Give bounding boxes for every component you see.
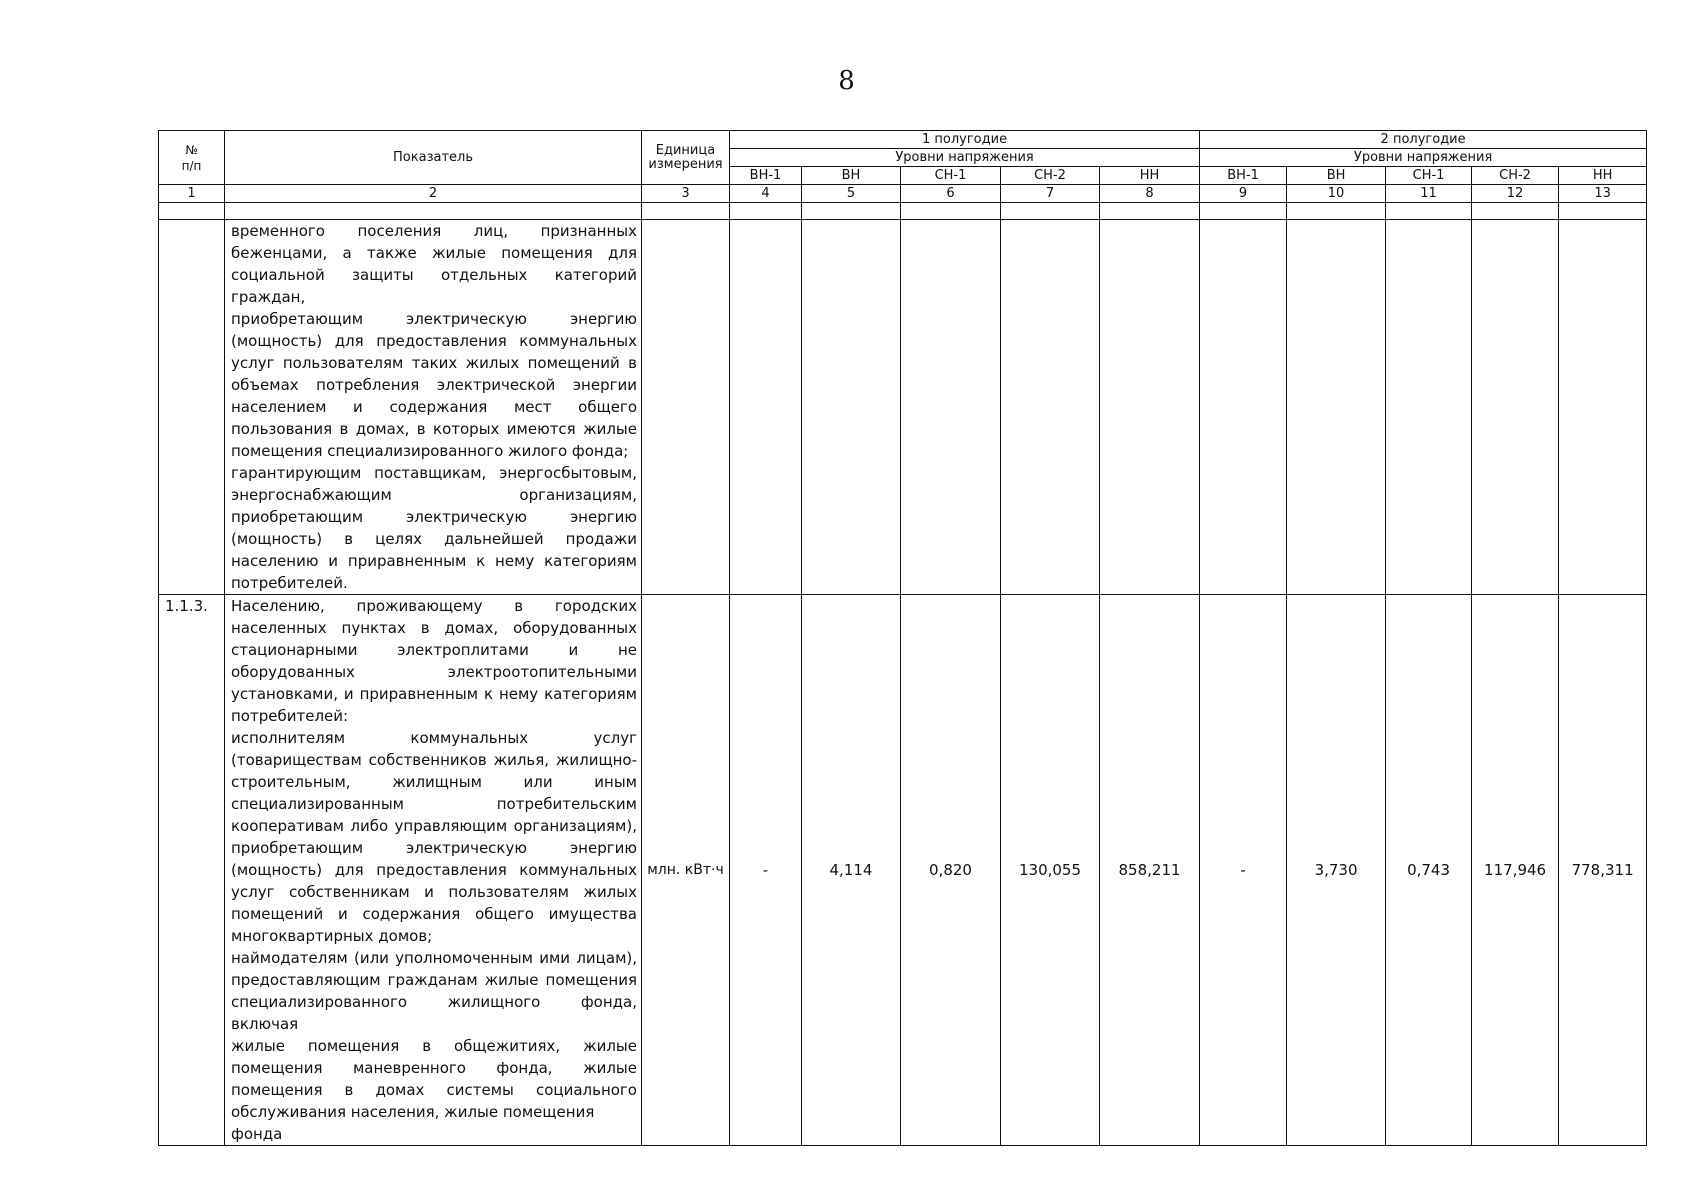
column-number: 9: [1200, 185, 1287, 203]
indicator-text-line: специализированным потребительским: [231, 795, 637, 813]
indicator-text-line: обслуживания населения, жилые помещения фонда: [231, 1103, 595, 1143]
column-numbers-row: [159, 185, 1647, 203]
row-indicator-text: [225, 220, 642, 595]
indicator-text-line: услуг пользователям таких жилых помещений в: [231, 354, 637, 372]
header-level-sn1-h1: СН-1: [901, 167, 1001, 185]
header-half2: 2 полугодие: [1200, 131, 1647, 149]
row-value-h2-vn1: -: [1200, 595, 1287, 1146]
header-level-vn1-h2: ВН-1: [1200, 167, 1287, 185]
indicator-text-line: беженцами, а также жилые помещения для: [231, 244, 637, 262]
page-number: 8: [838, 66, 855, 96]
row-value: [730, 220, 802, 595]
column-number: 13: [1559, 185, 1647, 203]
indicator-text-line: помещения специализированного жилого фонда;: [231, 442, 629, 460]
row-value-h2-nn: 778,311: [1559, 595, 1647, 1146]
indicator-text-line: гарантирующим поставщикам, энергосбытовым,: [231, 464, 637, 482]
indicator-text-line: временного поселения лиц, признанных: [231, 222, 637, 240]
column-number: 2: [225, 185, 642, 203]
indicator-text-line: стационарными электроплитами и не: [231, 641, 637, 659]
header-voltage-levels-1: Уровни напряжения: [730, 149, 1200, 167]
row-value: [1559, 220, 1647, 595]
indicator-text-line: исполнителям коммунальных услуг: [231, 729, 637, 747]
row-value-h1-nn: 858,211: [1100, 595, 1200, 1146]
row-value-h1-vn: 4,114: [802, 595, 901, 1146]
indicator-text-line: установками, и приравненным к нему категориям: [231, 685, 637, 703]
row-value-h1-sn1: 0,820: [901, 595, 1001, 1146]
header-level-nn-h1: НН: [1100, 167, 1200, 185]
indicator-text-line: многоквартирных домов;: [231, 927, 433, 945]
column-number: 3: [642, 185, 730, 203]
indicator-text-line: потребителей.: [231, 574, 348, 592]
column-number: 8: [1100, 185, 1200, 203]
indicator-text-line: специализированного жилищного фонда, включая: [231, 993, 637, 1033]
indicator-text-line: социальной защиты отдельных категорий граждан,: [231, 266, 637, 306]
column-number: 11: [1386, 185, 1472, 203]
indicator-text-line: населением и содержания мест общего: [231, 398, 637, 416]
indicator-text-line: (товариществам собственников жилья, жилищно-: [231, 751, 637, 769]
indicator-text-line: энергоснабжающим организациям,: [231, 486, 637, 504]
header-number-cell: [159, 131, 225, 185]
row-value: [1001, 220, 1100, 595]
header-unit-line2: измерения: [648, 156, 723, 172]
column-number: 4: [730, 185, 802, 203]
indicator-text-line: помещения маневренного фонда, жилые: [231, 1059, 637, 1077]
indicator-text-line: населению и приравненным к нему категориям: [231, 552, 637, 570]
header-level-sn1-h2: СН-1: [1386, 167, 1472, 185]
row-code: [159, 220, 225, 595]
indicator-text-line: приобретающим электрическую энергию: [231, 839, 637, 857]
row-value: [1472, 220, 1559, 595]
row-indicator-text: [225, 595, 642, 1146]
header-number-line2: п/п: [181, 158, 202, 173]
table-row: [159, 595, 1647, 1146]
indicator-text-line: (мощность) для предоставления коммунальных: [231, 861, 637, 879]
row-value-h1-vn1: -: [730, 595, 802, 1146]
row-value-h2-sn1: 0,743: [1386, 595, 1472, 1146]
indicator-text-line: наймодателям (или уполномоченным ими лицам),: [231, 949, 637, 967]
indicator-text-line: предоставляющим гражданам жилые помещения: [231, 971, 637, 989]
indicator-text-line: (мощность) для предоставления коммунальных: [231, 332, 637, 350]
row-unit: млн. кВт·ч: [642, 595, 730, 1146]
row-value: [1100, 220, 1200, 595]
indicator-text-line: услуг собственникам и пользователям жилых: [231, 883, 637, 901]
header-number-line1: №: [185, 142, 198, 157]
indicator-text-line: помещения в домах системы социального: [231, 1081, 637, 1099]
row-value: [1386, 220, 1472, 595]
row-value-h1-sn2: 130,055: [1001, 595, 1100, 1146]
indicator-text-line: кооперативам либо управляющим организациям),: [231, 817, 637, 835]
indicator-text-line: объемах потребления электрической энергии: [231, 376, 637, 394]
header-level-sn2-h2: СН-2: [1472, 167, 1559, 185]
header-level-sn2-h1: СН-2: [1001, 167, 1100, 185]
tariff-table: [158, 130, 1647, 1146]
row-unit: [642, 220, 730, 595]
column-number: 12: [1472, 185, 1559, 203]
indicator-text-line: Населению, проживающему в городских: [231, 597, 637, 615]
indicator-text-line: (мощность) в целях дальнейшей продажи: [231, 530, 637, 548]
table-row: [159, 220, 1647, 595]
row-value: [1287, 220, 1386, 595]
spacer-row: [159, 203, 1647, 220]
column-number: 7: [1001, 185, 1100, 203]
header-half1: 1 полугодие: [730, 131, 1200, 149]
indicator-text-line: пользования в домах, в которых имеются жилые: [231, 420, 637, 438]
column-number: 10: [1287, 185, 1386, 203]
header-unit-cell: [642, 131, 730, 185]
header-unit-line1: Единица: [655, 142, 716, 158]
column-number: 1: [159, 185, 225, 203]
indicator-text-line: оборудованных электроотопительными: [231, 663, 637, 681]
indicator-text-line: приобретающим электрическую энергию: [231, 310, 637, 328]
header-level-vn1-h1: ВН-1: [730, 167, 802, 185]
row-value: [901, 220, 1001, 595]
header-indicator: Показатель: [225, 131, 642, 185]
indicator-text-line: приобретающим электрическую энергию: [231, 508, 637, 526]
row-value: [1200, 220, 1287, 595]
indicator-text-line: жилые помещения в общежитиях, жилые: [231, 1037, 637, 1055]
header-level-nn-h2: НН: [1559, 167, 1647, 185]
header-voltage-levels-2: Уровни напряжения: [1200, 149, 1647, 167]
row-code: 1.1.3.: [159, 595, 225, 1146]
row-value-h2-sn2: 117,946: [1472, 595, 1559, 1146]
row-value: [802, 220, 901, 595]
header-level-vn-h1: ВН: [802, 167, 901, 185]
column-number: 5: [802, 185, 901, 203]
header-level-vn-h2: ВН: [1287, 167, 1386, 185]
indicator-text-line: населенных пунктах в домах, оборудованных: [231, 619, 637, 637]
indicator-text-line: помещений и содержания общего имущества: [231, 905, 637, 923]
row-value-h2-vn: 3,730: [1287, 595, 1386, 1146]
indicator-text-line: потребителей:: [231, 707, 349, 725]
column-number: 6: [901, 185, 1001, 203]
indicator-text-line: строительным, жилищным или иным: [231, 773, 637, 791]
